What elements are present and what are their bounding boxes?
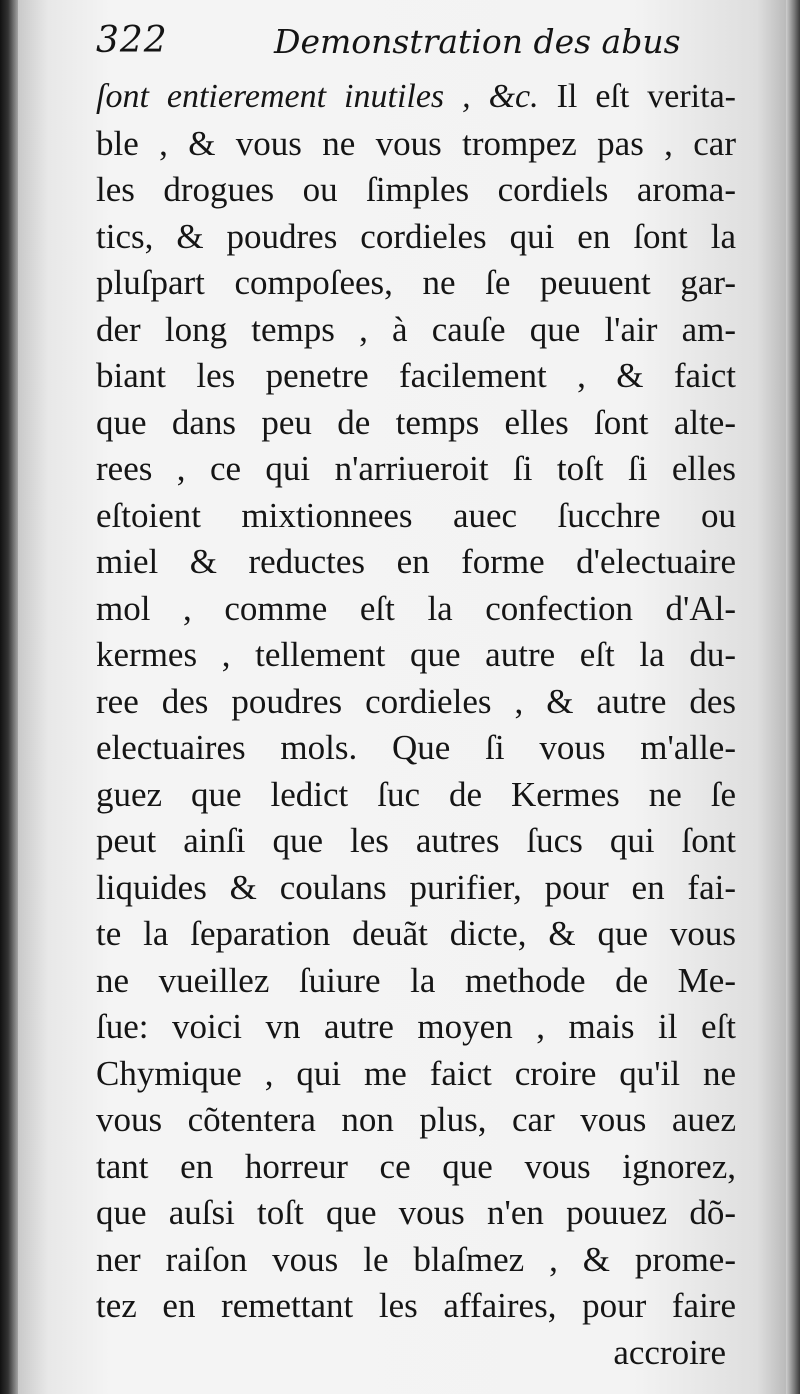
body-text (96, 74, 736, 1376)
text-line: pluſpart compoſees, ne ſe peuuent gar- (96, 263, 736, 302)
text-line: biant les penetre facilement , & faict (96, 356, 736, 395)
text-line: te la ſeparation deuãt dicte, & que vous (96, 914, 736, 953)
text-line: electuaires mols. Que ſi vous m'alle- (96, 728, 736, 767)
text-run: Il eſt verita- (538, 78, 736, 115)
catchword: accroire (613, 1332, 726, 1372)
text-line: Chymique , qui me faict croire qu'il ne (96, 1053, 736, 1093)
text-line: miel & reductes en forme d'electuaire (96, 542, 736, 581)
page-header (96, 20, 736, 70)
book-spine-shadow (0, 0, 20, 1394)
text-line: tant en horreur ce que vous ignorez, (96, 1146, 736, 1186)
text-line: liquides & coulans purifier, pour en fai- (96, 867, 736, 907)
text-line: ne vueillez ſuiure la methode de Me- (96, 960, 736, 1000)
text-line: der long temps , à cauſe que l'air am- (96, 309, 736, 349)
text-line: mol , comme eſt la confection d'Al- (96, 588, 736, 628)
text-line: tics, & poudres cordieles qui en ſont la (96, 216, 736, 256)
text-line: ble , & vous ne vous trompez pas , car (96, 123, 736, 163)
text-line: vous cõtentera non plus, car vous auez (96, 1100, 736, 1139)
text-line: peut ainſi que les autres ſucs qui ſont (96, 821, 736, 860)
text-line: tez en remettant les affaires, pour faire (96, 1286, 736, 1325)
text-line: ner raiſon vous le blaſmez , & prome- (96, 1239, 736, 1279)
text-line: ſue: voici vn autre moyen , mais il eſt (96, 1007, 736, 1046)
text-line: guez que ledict ſuc de Kermes ne ſe (96, 774, 736, 814)
text-line (96, 74, 736, 121)
text-line: rees , ce qui n'arriueroit ſi toſt ſi elles (96, 449, 736, 488)
page-number: 322 (96, 20, 168, 61)
italic-phrase: ſont entierement inutiles , &c. (96, 78, 539, 115)
text-line: que auſsi toſt que vous n'en pouuez dõ- (96, 1193, 736, 1232)
text-line: kermes , tellement que autre eſt la du- (96, 635, 736, 674)
text-line: ree des poudres cordieles , & autre des (96, 681, 736, 721)
text-line: les drogues ou ſimples cordiels aroma- (96, 170, 736, 209)
page-edge-shadow (786, 0, 800, 1394)
text-line: que dans peu de temps elles ſont alte- (96, 402, 736, 442)
text-line: eſtoient mixtionnees auec ſucchre ou (96, 495, 736, 535)
running-title: Demonstration des abus (274, 22, 681, 61)
